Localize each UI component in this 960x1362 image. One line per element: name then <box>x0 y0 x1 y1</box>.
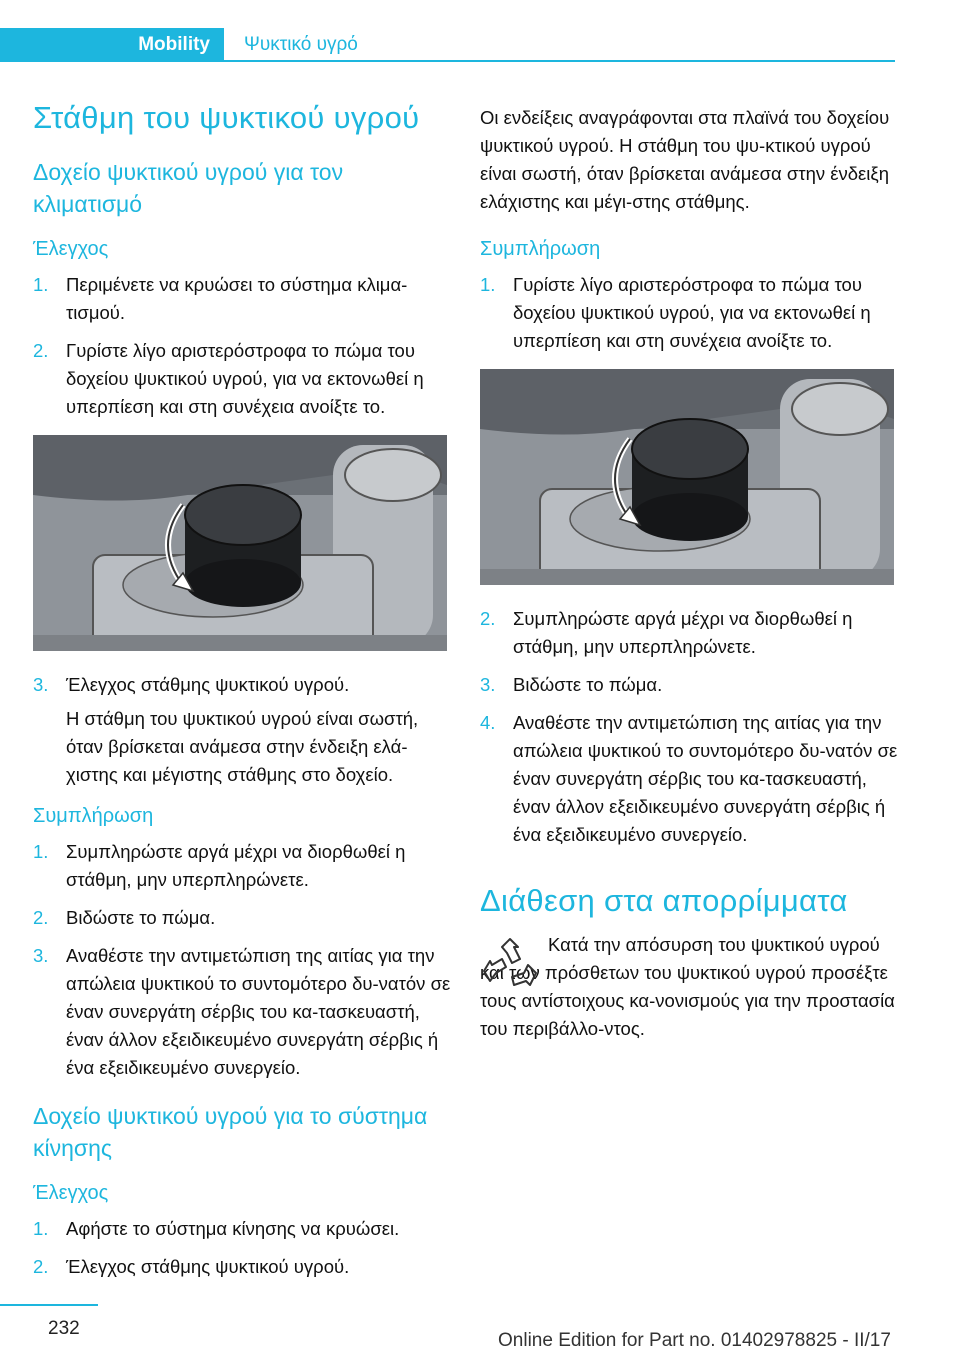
fill-steps <box>480 605 898 849</box>
step-text: Βιδώστε το πώμα. <box>66 907 216 928</box>
step-text: Έλεγχος στάθμης ψυκτικού υγρού. <box>66 1256 350 1277</box>
coolant-cap-illustration <box>480 369 894 585</box>
step-number: 4. <box>480 712 496 733</box>
fill-heading: Συμπλήρωση <box>33 805 154 827</box>
fill-step-1 <box>480 271 898 355</box>
left-column <box>33 100 451 1295</box>
disposal-text: Κατά την απόσυρση του ψυκτικού υγρού και των πρόσθετων του ψυκτικού υγρού προσέξτε τους αντίστοιχους κα-νονισμούς για την προστασία του περιβάλλο-ντος. <box>480 934 895 1039</box>
check-step-3 <box>33 671 451 699</box>
step-text: Έλεγχος στάθμης ψυκτικού υγρού. <box>66 674 350 695</box>
list-item <box>480 271 898 355</box>
list-item <box>480 605 898 661</box>
disposal-title: Διάθεση στα απορρίμματα <box>480 883 848 918</box>
coolant-cap-illustration <box>33 435 447 651</box>
step-number: 1. <box>480 274 496 295</box>
drive-check-heading: Έλεγχος <box>33 1182 109 1204</box>
edition-note: Online Edition for Part no. 01402978825 - II/17 <box>498 1330 891 1351</box>
step-text: Συμπληρώστε αργά μέχρι να διορθωθεί η στάθμη, μην υπερπληρώνετε. <box>66 841 406 890</box>
step-number: 1. <box>33 274 49 295</box>
header-rule <box>224 60 895 62</box>
step-text: Γυρίστε λίγο αριστερόστροφα το πώμα του δοχείου ψυκτικού υγρού, για να εκτονωθεί η υπερπίεση και στη συνέχεια ανοίξτε το. <box>513 274 871 351</box>
header-subsection-title: Ψυκτικό υγρό <box>244 34 358 55</box>
right-column <box>480 104 898 1043</box>
step-number: 2. <box>33 907 49 928</box>
list-item <box>33 271 451 327</box>
step-text: Αφήστε το σύστημα κίνησης να κρυώσει. <box>66 1218 400 1239</box>
header-section-title: Mobility <box>138 34 210 55</box>
step-text: Βιδώστε το πώμα. <box>513 674 663 695</box>
step-number: 2. <box>33 1256 49 1277</box>
ac-reservoir-heading: Δοχείο ψυκτικού υγρού για τον κλιματισμό <box>33 159 344 217</box>
step-text: Αναθέστε την αντιμετώπιση της αιτίας για την απώλεια ψυκτικού το συντομότερο δυ-νατόν σε έναν συνεργάτη σέρβις του κα-τασκευαστή, έναν άλλον εξειδικευμένο συνεργάτη σέρβις ή ένα εξειδικευμένο συνεργείο. <box>66 945 451 1078</box>
header-bar <box>0 28 895 62</box>
list-item <box>33 1253 451 1281</box>
drive-reservoir-heading: Δοχείο ψυκτικού υγρού για το σύστημα κίνησης <box>33 1103 428 1161</box>
recycle-icon <box>480 935 540 995</box>
step-number: 1. <box>33 841 49 862</box>
step-number: 3. <box>33 674 49 695</box>
check-steps <box>33 271 451 421</box>
marks-intro: Οι ενδείξεις αναγράφονται στα πλαϊνά του δοχείου ψυκτικού υγρού. Η στάθμη του ψυ-κτικού υγρού είναι σωστή, όταν βρίσκεται ανάμεσα στην ένδειξη ελάχιστης και μέγι-στης στάθμης. <box>480 107 890 212</box>
drive-check-steps <box>33 1215 451 1281</box>
list-item <box>480 671 898 699</box>
list-item <box>33 942 451 1082</box>
step-3-note: Η στάθμη του ψυκτικού υγρού είναι σωστή, όταν βρίσκεται ανάμεσα στην ένδειξη ελά-χιστης και μέγιστης στάθμης στο δοχείο. <box>66 708 419 785</box>
step-number: 3. <box>33 945 49 966</box>
list-item <box>33 1215 451 1243</box>
step-number: 1. <box>33 1218 49 1239</box>
footer-rule <box>0 1304 98 1306</box>
fill-heading: Συμπλήρωση <box>480 238 601 260</box>
step-text: Αναθέστε την αντιμετώπιση της αιτίας για την απώλεια ψυκτικού το συντομότερο δυ-νατόν σε έναν συνεργάτη σέρβις του κα-τασκευαστή, έναν άλλον εξειδικευμένο συνεργάτη σέρβις ή ένα εξειδικευμένο συνεργείο. <box>513 712 898 845</box>
step-number: 3. <box>480 674 496 695</box>
page-title: Στάθμη του ψυκτικού υγρού <box>33 100 420 135</box>
page-number: 232 <box>48 1318 80 1339</box>
step-number: 2. <box>480 608 496 629</box>
list-item <box>33 904 451 932</box>
list-item <box>33 671 451 699</box>
step-text: Γυρίστε λίγο αριστερόστροφα το πώμα του δοχείου ψυκτικού υγρού, για να εκτονωθεί η υπερπίεση και στη συνέχεια ανοίξτε το. <box>66 340 424 417</box>
disposal-block <box>480 931 898 1043</box>
check-heading: Έλεγχος <box>33 238 109 260</box>
list-item <box>480 709 898 849</box>
list-item <box>33 337 451 421</box>
fill-steps <box>33 838 451 1082</box>
list-item <box>33 838 451 894</box>
step-text: Περιμένετε να κρυώσει το σύστημα κλιμα-τισμού. <box>66 274 408 323</box>
step-number: 2. <box>33 340 49 361</box>
step-text: Συμπληρώστε αργά μέχρι να διορθωθεί η στάθμη, μην υπερπληρώνετε. <box>513 608 853 657</box>
